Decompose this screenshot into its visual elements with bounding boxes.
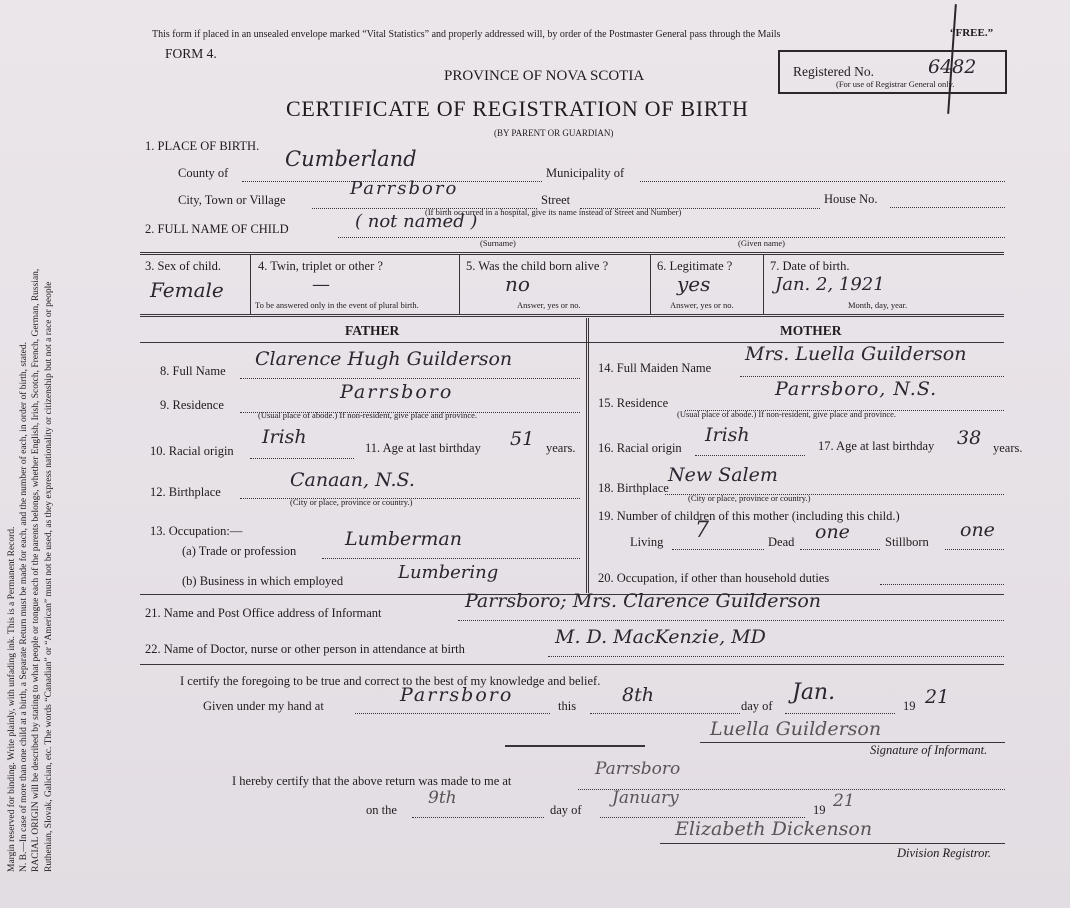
father-birthplace-note: (City or place, province or country.) — [290, 497, 413, 507]
mother-name-value: Mrs. Luella Guilderson — [745, 343, 967, 365]
twin-label: 4. Twin, triplet or other ? — [258, 259, 383, 273]
mother-birthplace-label: 18. Birthplace — [598, 481, 669, 495]
stillborn-label: Stillborn — [885, 535, 929, 549]
informant-label: 21. Name and Post Office address of Informant — [145, 606, 382, 620]
stillborn-value: one — [960, 519, 995, 541]
alive-label: 5. Was the child born alive ? — [466, 259, 609, 273]
margin-note-3: RACIAL ORIGIN will be described by stating to what people or tongue each of the parents belongs, whether English, Irish, Scotch, French, German, Russian, — [31, 268, 42, 872]
sex-value: Female — [150, 278, 224, 302]
father-race-label: 10. Racial origin — [150, 444, 234, 458]
given-day-of-label: day of — [741, 699, 773, 713]
living-label: Living — [630, 535, 664, 549]
father-heading: FATHER — [345, 323, 400, 338]
registrar-text: I hereby certify that the above return was made to me at — [232, 774, 512, 788]
given-year-value: 21 — [925, 686, 950, 708]
mother-residence-label: 15. Residence — [598, 396, 669, 410]
registered-note: (For use of Registrar General only. — [836, 79, 955, 89]
form-number: FORM 4. — [165, 46, 217, 61]
mother-years-label: years. — [993, 441, 1023, 455]
doctor-value: M. D. MacKenzie, MD — [555, 626, 766, 648]
living-value: 7 — [695, 518, 709, 543]
informant-signature: Luella Guilderson — [710, 718, 882, 740]
mother-age-value: 38 — [957, 427, 982, 449]
given-place-value: Parrsboro — [400, 684, 514, 706]
surname-note: (Surname) — [480, 238, 516, 248]
registrar-month-value: January — [612, 788, 679, 808]
legitimate-label: 6. Legitimate ? — [657, 259, 733, 273]
father-years-label: years. — [546, 441, 576, 455]
informant-value: Parrsboro; Mrs. Clarence Guilderson — [465, 590, 822, 612]
registrar-place-value: Parrsboro — [595, 759, 681, 779]
city-label: City, Town or Village — [178, 193, 286, 207]
father-residence-label: 9. Residence — [160, 398, 224, 412]
mother-residence-value: Parrsboro, N.S. — [775, 378, 938, 400]
father-occupation-label: 13. Occupation:— — [150, 524, 243, 538]
hospital-note: (If birth occurred in a hospital, give its name instead of Street and Number) — [425, 207, 682, 217]
given-year-prefix: 19 — [903, 699, 916, 713]
this-label: this — [558, 699, 577, 713]
father-name-label: 8. Full Name — [160, 364, 226, 378]
municipality-label: Municipality of — [546, 166, 625, 180]
city-value: Parrsboro — [350, 178, 459, 199]
father-trade-value: Lumberman — [345, 528, 462, 550]
province-heading: PROVINCE OF NOVA SCOTIA — [444, 68, 645, 84]
child-name-label: 2. FULL NAME OF CHILD — [145, 222, 289, 236]
father-age-value: 51 — [510, 428, 535, 450]
informant-signature-label: Signature of Informant. — [870, 743, 988, 757]
mother-birthplace-value: New Salem — [668, 464, 778, 486]
registrar-signature: Elizabeth Dickenson — [675, 818, 873, 840]
mother-occupation-label: 20. Occupation, if other than household duties — [598, 571, 830, 585]
sex-label: 3. Sex of child. — [145, 259, 222, 273]
margin-note-1: Margin reserved for binding. Write plainly, with unfading ink. This is a Permanent Record. — [7, 526, 17, 872]
registrar-signature-label: Division Registror. — [897, 846, 991, 860]
free-notice: “FREE.” — [950, 27, 994, 39]
registrar-year-value: 21 — [833, 791, 855, 811]
mother-residence-note: (Usual place of abode.) If non-resident, give place and province. — [677, 409, 897, 419]
registrar-day-value: 9th — [428, 788, 457, 808]
birth-date-label: 7. Date of birth. — [770, 259, 850, 273]
father-trade-label: (a) Trade or profession — [182, 544, 297, 558]
father-age-label: 11. Age at last birthday — [365, 441, 481, 455]
registrar-on-the-label: on the — [366, 803, 397, 817]
mother-name-label: 14. Full Maiden Name — [598, 361, 712, 375]
registered-label: Registered No. — [793, 64, 874, 79]
mother-age-label: 17. Age at last birthday — [818, 439, 935, 453]
margin-notes — [6, 12, 55, 872]
child-name-value: ( not named ) — [355, 211, 478, 232]
county-label: County of — [178, 166, 229, 180]
street-label: Street — [541, 193, 571, 207]
county-value: Cumberland — [285, 147, 417, 171]
registered-number: 6482 — [928, 56, 977, 78]
father-birthplace-value: Canaan, N.S. — [290, 469, 415, 491]
twin-note: To be answered only in the event of plural birth. — [255, 300, 419, 310]
birth-date-note: Month, day, year. — [848, 300, 908, 310]
legitimate-value: yes — [677, 272, 711, 296]
mail-notice: This form if placed in an unsealed envelope marked “Vital Statistics” and properly addressed will, by order of the Postmaster General pass through the Mails — [152, 29, 781, 40]
dead-label: Dead — [768, 535, 795, 549]
twin-value: — — [312, 274, 330, 295]
father-race-value: Irish — [262, 426, 307, 448]
given-month-value: Jan. — [792, 680, 836, 705]
father-name-value: Clarence Hugh Guilderson — [255, 348, 513, 370]
mother-children-label: 19. Number of children of this mother (including this child.) — [598, 509, 900, 523]
mother-race-label: 16. Racial origin — [598, 441, 682, 455]
birth-date-value: Jan. 2, 1921 — [775, 274, 885, 295]
registrar-year-prefix: 19 — [813, 803, 826, 817]
father-residence-note: (Usual place of abode.) If non-resident, give place and province. — [258, 410, 478, 420]
page-title: CERTIFICATE OF REGISTRATION OF BIRTH — [286, 96, 749, 121]
mother-race-value: Irish — [705, 424, 750, 446]
father-business-label: (b) Business in which employed — [182, 574, 344, 588]
alive-value: no — [505, 272, 530, 296]
father-business-value: Lumbering — [398, 562, 499, 583]
certify-text: I certify the foregoing to be true and correct to the best of my knowledge and belief. — [180, 674, 601, 688]
father-residence-value: Parrsboro — [340, 381, 454, 403]
alive-note: Answer, yes or no. — [517, 300, 581, 310]
margin-note-4: Ruthenian, Slovak, Galician, etc. The words “Canadian” or “American” must not be used, as they express nationality or citizenship but not a race or people — [43, 281, 54, 872]
margin-note-2: N. B.—In case of more than one child at a birth, a Separate Return must be made for each, and the number of each, in order of birth, stated. — [19, 342, 30, 872]
father-birthplace-label: 12. Birthplace — [150, 485, 221, 499]
mother-heading: MOTHER — [780, 323, 842, 338]
registration-box — [778, 50, 1007, 94]
given-name-note: (Given name) — [738, 238, 785, 248]
legitimate-note: Answer, yes or no. — [670, 300, 734, 310]
mother-birthplace-note: (City or place, province or country.) — [688, 493, 811, 503]
given-label: Given under my hand at — [203, 699, 324, 713]
house-label: House No. — [824, 192, 878, 206]
registrar-day-of-label: day of — [550, 803, 582, 817]
doctor-label: 22. Name of Doctor, nurse or other person in attendance at birth — [145, 642, 465, 656]
given-day-value: 8th — [622, 684, 654, 706]
place-heading: 1. PLACE OF BIRTH. — [145, 139, 260, 153]
page-subtitle: (BY PARENT OR GUARDIAN) — [494, 128, 614, 138]
dead-value: one — [815, 521, 850, 543]
